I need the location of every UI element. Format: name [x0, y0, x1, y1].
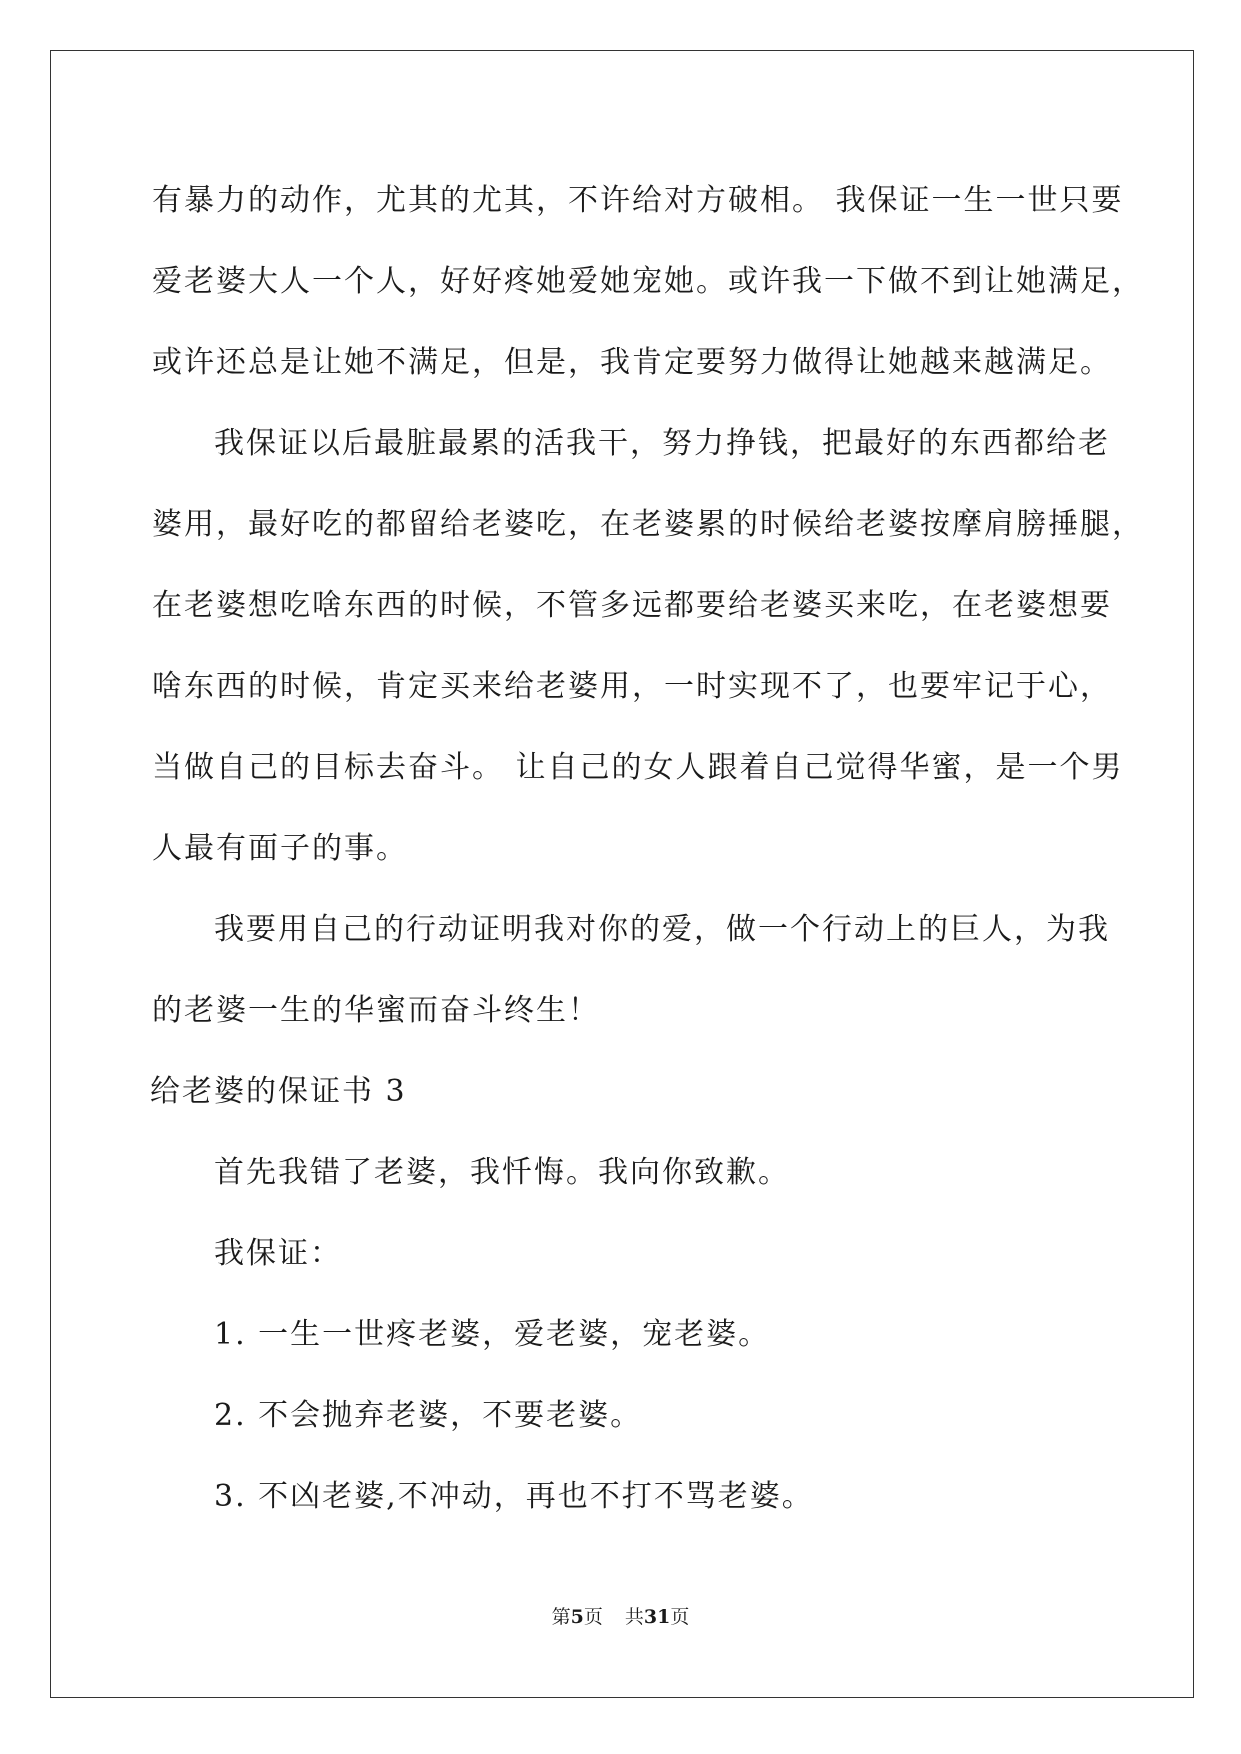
- paragraph-line: 在老婆想吃啥东西的时候，不管多远都要给老婆买来吃，在老婆想要: [152, 588, 1112, 623]
- page-prefix: 第: [551, 1606, 571, 1628]
- paragraph-3: [152, 889, 1110, 1051]
- paragraph-line: 爱老婆大人一个人，好好疼她爱她宠她。或许我一下做不到让她满足，: [152, 264, 1144, 299]
- paragraph-line: 婆用，最好吃的都留给老婆吃，在老婆累的时候给老婆按摩肩膀捶腿，: [152, 507, 1144, 542]
- list-item: 1. 一生一世疼老婆，爱老婆，宠老婆。: [214, 1317, 771, 1352]
- paragraph-line: 我保证以后最脏最累的活我干，努力挣钱，把最好的东西都给老: [214, 426, 1110, 461]
- paragraph-line: 啥东西的时候，肯定买来给老婆用，一时实现不了，也要牢记于心，: [152, 669, 1112, 704]
- paragraph-line: 有暴力的动作，尤其的尤其，不许给对方破相。 我保证一生一世只要: [152, 183, 1124, 218]
- total-suffix: 页: [670, 1606, 690, 1628]
- list-item: 3. 不凶老婆,不冲动，再也不打不骂老婆。: [214, 1479, 814, 1514]
- document-body: [150, 160, 1144, 1537]
- page-footer: [0, 1602, 1241, 1629]
- paragraph-line: 的老婆一生的华蜜而奋斗终生！: [152, 993, 600, 1028]
- page-suffix: 页: [583, 1606, 603, 1628]
- paragraph-line: 当做自己的目标去奋斗。 让自己的女人跟着自己觉得华蜜，是一个男: [152, 750, 1124, 785]
- paragraph-line: 我要用自己的行动证明我对你的爱，做一个行动上的巨人，为我: [214, 912, 1110, 947]
- paragraph-1: [152, 160, 1144, 403]
- paragraph-line: 或许还总是让她不满足，但是，我肯定要努力做得让她越来越满足。: [152, 345, 1112, 380]
- section-heading: 给老婆的保证书 3: [150, 1074, 407, 1109]
- page-number: 5: [570, 1606, 584, 1628]
- paragraph-2: [152, 403, 1144, 889]
- paragraph-line: 人最有面子的事。: [152, 831, 408, 866]
- total-pages: 31: [643, 1606, 671, 1628]
- list-item: 2. 不会抛弃老婆，不要老婆。: [214, 1398, 643, 1433]
- intro-text: 首先我错了老婆，我忏悔。我向你致歉。: [214, 1155, 790, 1190]
- total-prefix: 共: [624, 1606, 644, 1628]
- pledge-label: 我保证：: [214, 1236, 342, 1271]
